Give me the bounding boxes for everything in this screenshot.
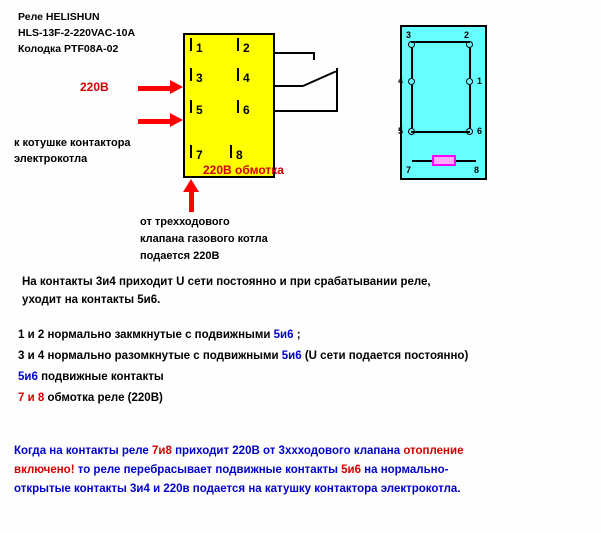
- header-line-3: Колодка PTF08A-02: [18, 43, 119, 55]
- conclusion-1-b: 7и8: [152, 445, 172, 457]
- note-line-4: [18, 348, 468, 365]
- note-3-text-c: ;: [293, 329, 301, 341]
- note-4-highlight: 5и6: [281, 350, 302, 362]
- header-line-2: HLS-13F-2-220VAC-10A: [18, 27, 136, 39]
- note-line-2: уходит на контакты 5и6.: [22, 294, 161, 306]
- conclusion-2-d: на нормально-: [360, 464, 449, 476]
- relay-pin-label-8: 8: [236, 148, 243, 162]
- conclusion-2-c: 5и6: [341, 464, 361, 476]
- wire-contact-stub-upper: [313, 52, 315, 60]
- socket-wire-right-upper: [469, 48, 471, 78]
- note-6-highlight: 7 и 8: [18, 392, 45, 404]
- relay-pin-label-5: 5: [196, 103, 203, 117]
- note-line-5: [18, 369, 164, 386]
- conclusion-2-b: то реле перебрасывает подвижные контакты: [74, 464, 342, 476]
- wire-top-horizontal: [275, 52, 313, 54]
- arrow-head-contactor: [170, 113, 183, 127]
- conclusion-1-d: отопление: [403, 445, 464, 457]
- label-valve-1: от трехходового: [140, 216, 230, 228]
- conclusion-line-1: [14, 443, 463, 460]
- socket-coil-symbol: [432, 155, 456, 166]
- relay-pin-label-4: 4: [243, 71, 250, 85]
- socket-pin-label-7: 7: [406, 165, 412, 175]
- label-to-contactor-2: электрокотла: [14, 153, 88, 165]
- label-to-contactor-1: к котушке контактора: [14, 137, 131, 149]
- relay-pin-label-6: 6: [243, 103, 250, 117]
- relay-pin-label-1: 1: [196, 41, 203, 55]
- note-4-text-c: (U сети подается постоянно): [301, 350, 469, 362]
- label-coil-voltage: 220В обмотка: [203, 163, 284, 177]
- conclusion-line-3: открытые контакты 3и4 и 220в подается на катушку контактора электрокотла.: [14, 483, 461, 495]
- relay-pin-tick-8: [230, 145, 232, 158]
- relay-pin-tick-2: [237, 38, 239, 51]
- arrow-shaft-valve: [189, 190, 194, 212]
- label-valve-2: клапана газового котла: [140, 233, 268, 245]
- relay-pin-label-3: 3: [196, 71, 203, 85]
- socket-wire-left-lower: [411, 85, 413, 128]
- wire-mid-horizontal: [275, 85, 303, 87]
- socket-pin-label-4: 4: [398, 76, 404, 86]
- socket-coil-wire-left: [412, 160, 432, 162]
- socket-pin-4: [408, 78, 415, 85]
- relay-pin-tick-7: [190, 145, 192, 158]
- socket-wire-top: [411, 41, 470, 43]
- relay-pin-label-2: 2: [243, 41, 250, 55]
- note-line-1: На контакты 3и4 приходит U сети постоянно и при срабатывании реле,: [22, 276, 431, 288]
- relay-pin-label-7: 7: [196, 148, 203, 162]
- socket-pin-label-5: 5: [398, 126, 404, 136]
- note-line-3: [18, 327, 301, 344]
- socket-pin-label-1: 1: [477, 76, 483, 86]
- socket-pin-label-3: 3: [406, 30, 412, 40]
- socket-pin-label-2: 2: [464, 30, 470, 40]
- relay-pin-tick-1: [190, 38, 192, 51]
- socket-pin-1: [466, 78, 473, 85]
- arrow-head-input: [170, 80, 183, 94]
- arrow-shaft-contactor: [138, 119, 172, 124]
- socket-coil-wire-right: [456, 160, 476, 162]
- socket-wire-right-lower: [469, 85, 471, 128]
- arrow-shaft-input: [138, 86, 172, 91]
- socket-wire-left-upper: [411, 48, 413, 78]
- relay-pin-tick-6: [237, 100, 239, 113]
- relay-pin-tick-3: [190, 68, 192, 81]
- conclusion-1-a: Когда на контакты реле: [14, 445, 152, 457]
- relay-pin-tick-4: [237, 68, 239, 81]
- note-5-highlight: 5и6: [18, 371, 38, 383]
- note-3-highlight: 5и6: [273, 329, 294, 341]
- conclusion-line-2: [14, 462, 449, 479]
- wire-common-vertical: [336, 68, 338, 112]
- wire-bottom-horizontal: [275, 110, 337, 112]
- header-line-1: Реле HELISHUN: [18, 11, 100, 23]
- arrow-head-valve: [183, 179, 199, 192]
- label-input-voltage: 220В: [80, 80, 109, 94]
- socket-pin-label-8: 8: [474, 165, 480, 175]
- wire-moving-contact: [303, 70, 337, 86]
- label-valve-3: подается 220В: [140, 250, 220, 262]
- relay-pin-tick-5: [190, 100, 192, 113]
- socket-pin-label-6: 6: [477, 126, 483, 136]
- note-3-text-a: 1 и 2 нормально закмкнутые с подвижными: [18, 329, 274, 341]
- note-6-text-b: обмотка реле (220В): [44, 392, 163, 404]
- note-4-text-a: 3 и 4 нормально разомкнутые с подвижными: [18, 350, 282, 362]
- note-5-text-b: подвижные контакты: [37, 371, 164, 383]
- note-line-6: [18, 390, 163, 407]
- socket-wire-bottom: [411, 131, 470, 133]
- conclusion-1-c: приходит 220В от 3ххходового клапана: [171, 445, 404, 457]
- conclusion-2-a: включено!: [14, 464, 75, 476]
